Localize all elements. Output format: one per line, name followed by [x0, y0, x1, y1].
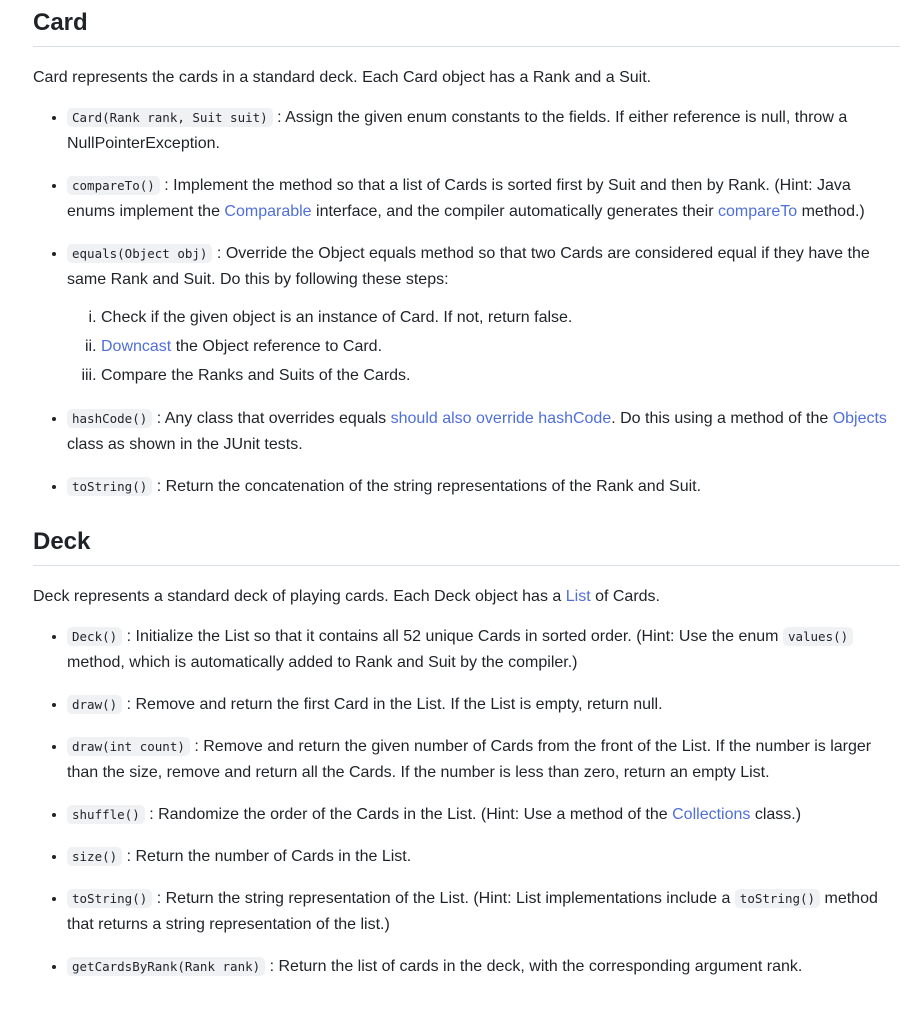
list-item	[67, 954, 900, 980]
link-compareto[interactable]: compareTo	[718, 203, 798, 220]
item-text: : Assign the given enum constants to the fields. If either reference is null, throw a NullPointerException.	[67, 109, 848, 152]
item-text: : Remove and return the first Card in the List. If the List is empty, return null.	[126, 696, 663, 713]
item-text: : Remove and return the given number of Cards from the front of the List. If the number is larger than the size, remove and return all the Cards. If the number is less than zero, return an empty List.	[67, 738, 872, 781]
item-text: method that returns a string representation of the list.)	[67, 890, 878, 933]
code-card-tostring: toString()	[67, 477, 152, 496]
list-item	[67, 474, 900, 500]
item-text: : Return the list of cards in the deck, with the corresponding argument rank.	[269, 958, 803, 975]
link-objects[interactable]: Objects	[832, 410, 887, 427]
item-text: : Any class that overrides equals	[156, 410, 391, 427]
step-item: iii. Compare the Ranks and Suits of the Cards.	[101, 361, 900, 390]
code-draw-count: draw(int count)	[67, 737, 190, 756]
list-item	[67, 844, 900, 870]
item-text: : Initialize the List so that it contains all 52 unique Cards in sorted order. (Hint: Use the enum	[126, 628, 783, 645]
item-text: : Return the string representation of the List. (Hint: List implementations include a	[156, 890, 735, 907]
item-text: : Return the number of Cards in the List.	[126, 848, 412, 865]
step-text: the Object reference to Card.	[171, 338, 383, 355]
item-text: : Return the concatenation of the string representations of the Rank and Suit.	[156, 478, 702, 495]
code-shuffle: shuffle()	[67, 805, 145, 824]
code-values: values()	[783, 627, 853, 646]
code-list-tostring: toString()	[735, 889, 820, 908]
deck-intro	[33, 586, 900, 608]
item-text: class.)	[750, 806, 802, 823]
card-intro: Card represents the cards in a standard deck. Each Card object has a Rank and a Suit.	[33, 69, 652, 86]
code-draw: draw()	[67, 695, 122, 714]
code-hashcode: hashCode()	[67, 409, 152, 428]
code-compareto: compareTo()	[67, 176, 160, 195]
item-text: . Do this using a method of the	[611, 410, 833, 427]
code-size: size()	[67, 847, 122, 866]
list-item	[67, 802, 900, 828]
list-item	[67, 173, 900, 225]
list-item	[67, 105, 900, 157]
list-item	[67, 241, 900, 390]
code-equals: equals(Object obj)	[67, 244, 212, 263]
card-method-list	[33, 105, 900, 500]
item-text: class as shown in the JUnit tests.	[67, 436, 303, 453]
link-override-hashcode[interactable]: should also override hashCode	[390, 410, 612, 427]
code-card-constructor: Card(Rank rank, Suit suit)	[67, 108, 273, 127]
code-deck-tostring: toString()	[67, 889, 152, 908]
link-downcast[interactable]: Downcast	[101, 338, 172, 355]
list-item	[67, 734, 900, 786]
item-text: method.)	[797, 203, 865, 220]
list-item	[67, 624, 900, 676]
link-collections[interactable]: Collections	[672, 806, 751, 823]
item-text: : Implement the method so that a list of Cards is sorted first by Suit and then by Rank. (Hint: Java enums implement the	[67, 177, 851, 220]
code-deck-constructor: Deck()	[67, 627, 122, 646]
link-list[interactable]: List	[565, 588, 591, 605]
card-heading: Card	[33, 0, 900, 47]
item-text: : Override the Object equals method so that two Cards are considered equal if they have the same Rank and Suit. Do this by following these steps:	[67, 245, 870, 288]
list-item	[67, 406, 900, 458]
item-text: : Randomize the order of the Cards in the List. (Hint: Use a method of the	[149, 806, 673, 823]
list-item	[67, 886, 900, 938]
item-text: interface, and the compiler automatically generates their	[311, 203, 718, 220]
deck-heading: Deck	[33, 528, 900, 566]
step-item: i. Check if the given object is an instance of Card. If not, return false.	[101, 303, 900, 332]
intro-text: of Cards.	[590, 588, 660, 605]
link-comparable[interactable]: Comparable	[224, 203, 312, 220]
item-text: method, which is automatically added to Rank and Suit by the compiler.)	[67, 654, 578, 671]
step-item	[101, 332, 900, 361]
intro-text: Deck represents a standard deck of playing cards. Each Deck object has a	[33, 588, 566, 605]
equals-steps	[67, 303, 900, 390]
code-getcardsbyrank: getCardsByRank(Rank rank)	[67, 957, 265, 976]
list-item	[67, 692, 900, 718]
deck-method-list	[33, 624, 900, 980]
